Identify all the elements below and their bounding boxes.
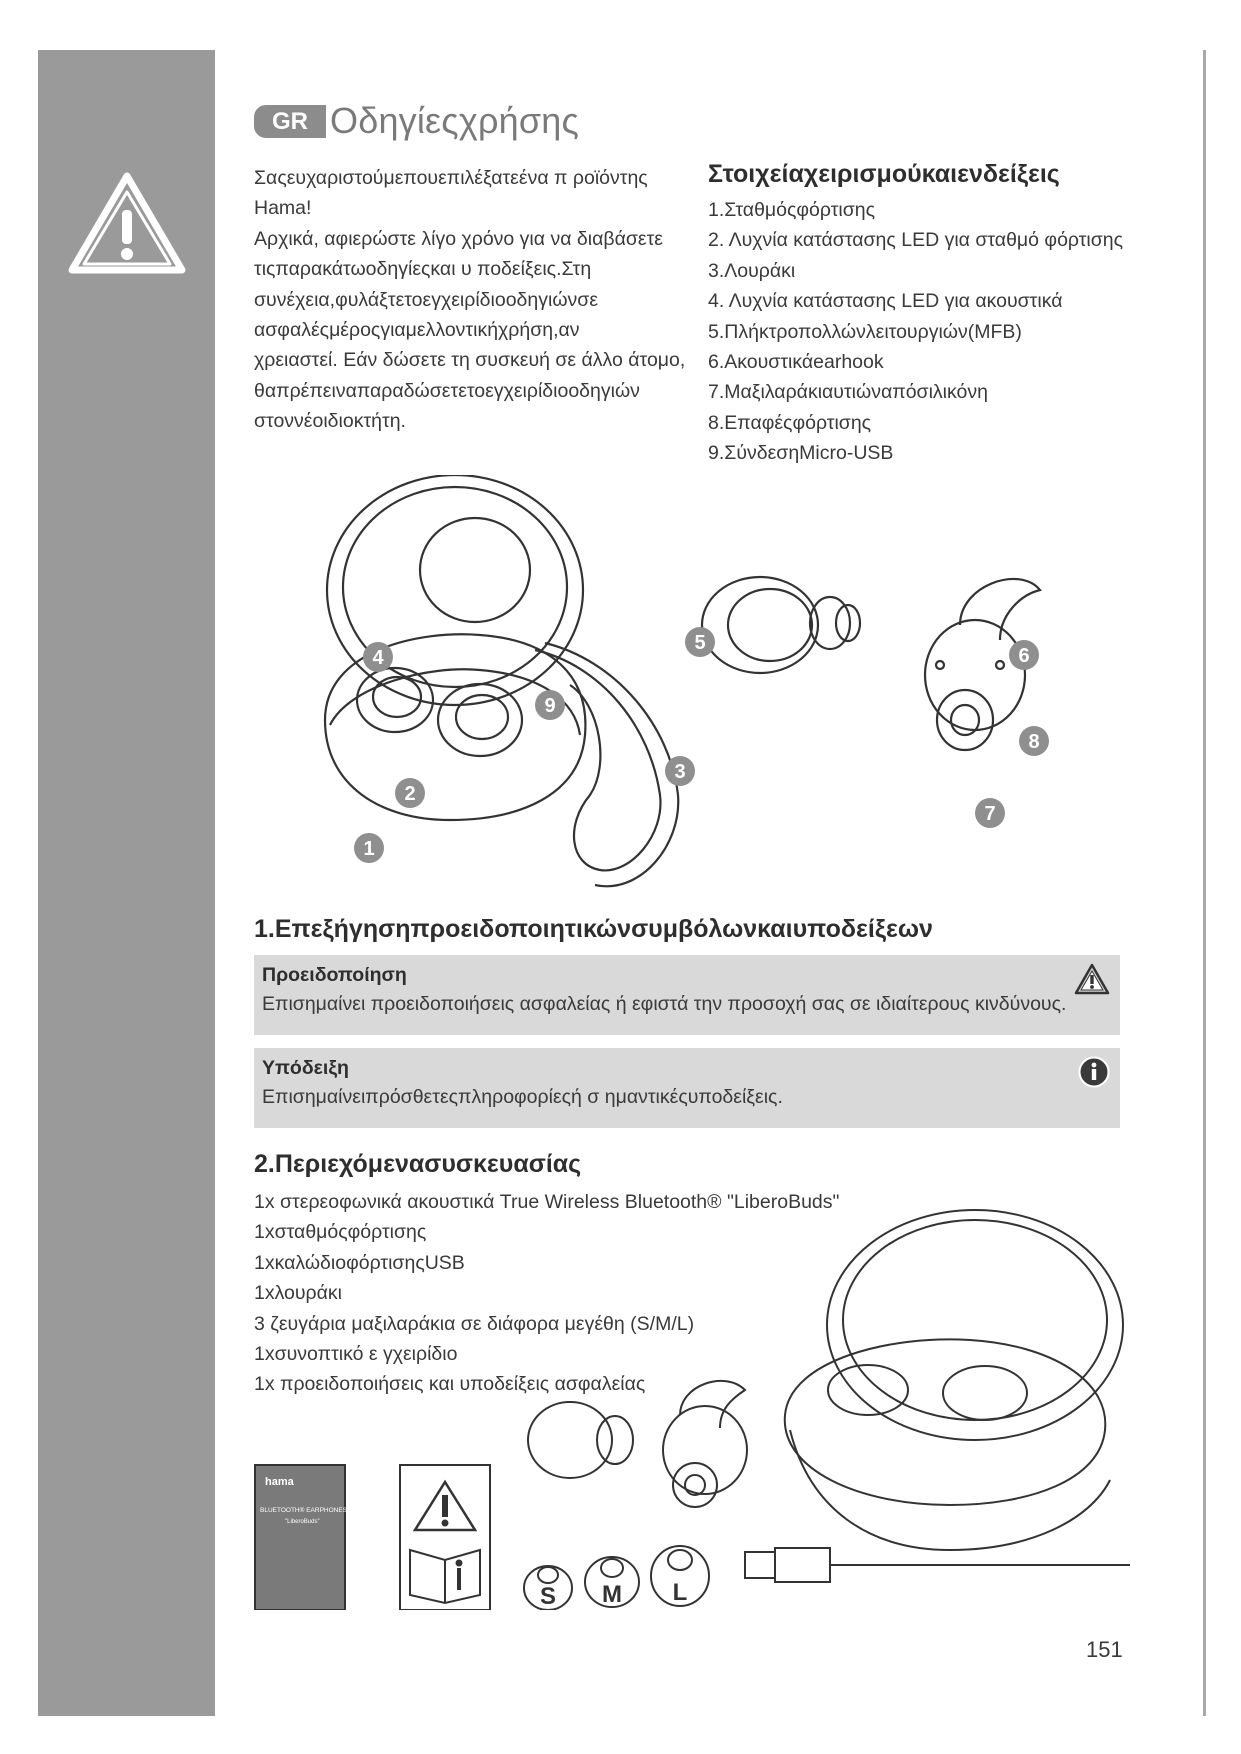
case-lid	[827, 1210, 1123, 1440]
controls-item: 5.Πλήκτροπολλώνλειτουργιών(MFB)	[708, 320, 1022, 343]
booklet-brand: hama	[265, 1476, 294, 1488]
size-label-m: M	[602, 1581, 622, 1608]
intro-line: συνέχεια,φυλάξτετοεγχειρίδιοοδηγιώνσε	[254, 288, 599, 311]
page-number: 151	[1086, 1637, 1123, 1662]
marker-8: 8	[1028, 731, 1040, 753]
language-badge: GR	[254, 105, 326, 138]
intro-line: τιςπαρακάτωοδηγίεςκαι υ ποδείξεις.Στη	[254, 258, 592, 281]
controls-item: 3.Λουράκι	[708, 259, 796, 282]
case-strap	[535, 650, 660, 870]
left-margin-bar	[38, 50, 215, 1716]
intro-line: Hama!	[254, 197, 312, 220]
marker-4: 4	[372, 647, 384, 669]
marker-1: 1	[363, 838, 375, 860]
size-label-s: S	[539, 1583, 557, 1610]
warning-triangle-icon	[66, 170, 188, 278]
list-item: 1xσταθμόςφόρτισης	[254, 1221, 427, 1244]
controls-item: 6.Ακουστικάearhook	[708, 351, 884, 374]
booklet-label: BLUETOOTH® EARPHONES	[260, 1507, 348, 1514]
marker-6: 6	[1018, 645, 1030, 667]
page-title: Οδηγίεςχρήσης	[330, 100, 580, 141]
warning-triangle-icon	[1074, 963, 1110, 995]
intro-paragraph	[254, 163, 686, 437]
note-title: Υπόδειξη	[262, 1057, 349, 1079]
page-header	[254, 100, 579, 142]
controls-section	[708, 160, 1148, 469]
marker-3: 3	[674, 761, 686, 783]
warning-text: Επισημαίνει προειδοποιήσεις ασφαλείας ή εφιστά την προσοχή σας σε ιδιαίτερους κινδύνους.	[262, 993, 1067, 1015]
warning-box	[254, 955, 1120, 1035]
intro-line: Αρχικά, αφιερώστε λίγο χρόνο για να διαβάσετε	[254, 227, 663, 250]
usb-cable	[745, 1552, 775, 1578]
list-item: 1x προειδοποιήσεις και υποδείξεις ασφαλείας	[254, 1373, 646, 1396]
section1-title: 1.Επεξήγησηπροειδοποιητικώνσυμβόλωνκαιυποδείξεων	[254, 915, 933, 943]
controls-item: 7.Μαξιλαράκιαυτιώναπόσιλικόνη	[708, 381, 988, 404]
info-circle-icon	[1078, 1056, 1110, 1088]
marker-2: 2	[404, 783, 416, 805]
controls-item: 9.ΣύνδεσηMicro-USB	[708, 442, 894, 465]
controls-item: 1.Σταθμόςφόρτισης	[708, 199, 876, 221]
marker-7: 7	[984, 803, 996, 825]
intro-line: στοννέοιδιοκτήτη.	[254, 410, 406, 433]
warning-title: Προειδοποίηση	[262, 964, 407, 986]
package-contents-list	[254, 1187, 839, 1400]
note-box	[254, 1048, 1120, 1128]
list-item: 3 ζευγάρια μαξιλαράκια σε διάφορα μεγέθη (S/M/L)	[254, 1312, 695, 1335]
list-item: 1xσυνοπτικό ε γχειρίδιο	[254, 1343, 458, 1366]
intro-line: χρειαστεί. Εάν δώσετε τη συσκευή σε άλλο άτομο,	[254, 349, 686, 372]
controls-item: 4. Λυχνία κατάστασης LED για ακουστικά	[708, 290, 1063, 313]
marker-9: 9	[544, 695, 556, 717]
intro-line: θαπρέπειναπαραδώσετετοεγχειρίδιοοδηγιών	[254, 379, 640, 402]
marker-5: 5	[694, 632, 706, 654]
booklet-sublabel: "LiberoBuds"	[285, 1519, 320, 1525]
size-label-l: L	[672, 1579, 688, 1606]
product-diagram	[300, 475, 1090, 910]
list-item: 1xλουράκι	[254, 1282, 343, 1305]
earbud-side	[702, 577, 818, 673]
earbud-side	[528, 1402, 612, 1478]
earbud-earhook	[960, 579, 1040, 640]
intro-line: Σαςευχαριστούμεπουεπιλέξατεένα π ροϊόντης	[254, 167, 648, 189]
controls-item: 8.Επαφέςφόρτισης	[708, 411, 872, 434]
controls-title: Στοιχείαχειρισμούκαιενδείξεις	[708, 160, 1060, 188]
controls-item: 2. Λυχνία κατάστασης LED για σταθμό φόρτισης	[708, 229, 1124, 252]
intro-line: ασφαλέςμέροςγιαμελλοντικήχρήση,αν	[254, 319, 580, 342]
note-text: Επισημαίνειπρόσθετεςπληροφορίεςή σ ημαντικέςυποδείξεις.	[262, 1086, 783, 1108]
list-item: 1x στερεοφωνικά ακουστικά True Wireless Bluetooth® "LiberoBuds"	[254, 1191, 840, 1213]
right-margin-rule	[1203, 50, 1206, 1716]
section2-title: 2.Περιεχόμενασυσκευασίας	[254, 1150, 582, 1178]
list-item: 1xκαλώδιοφόρτισηςUSB	[254, 1251, 465, 1274]
